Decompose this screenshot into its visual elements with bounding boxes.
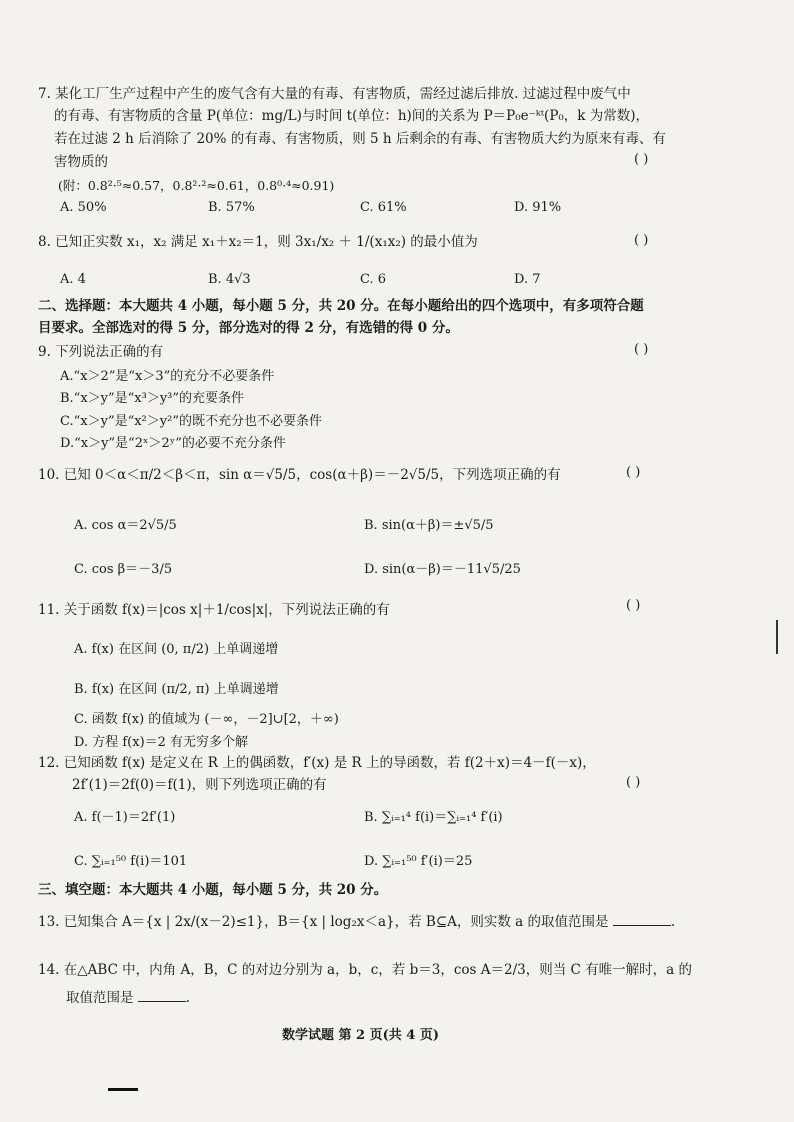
- q10-text: 10. 已知 0＜α＜π/2＜β＜π，sin α＝√5/5，cos(α＋β)＝－2√5/5，下列选项正确的有: [38, 467, 561, 483]
- q8-answer-paren: ( ): [634, 233, 649, 248]
- q8-option-d: D. 7: [514, 272, 541, 287]
- q10-option-c: C. cos β＝－3/5: [74, 562, 173, 577]
- q7-note: (附：0.8²·⁵≈0.57，0.8²·²≈0.61，0.8⁰·⁴≈0.91): [58, 178, 335, 193]
- q7-option-d: D. 91%: [514, 200, 562, 215]
- q9-answer-paren: ( ): [634, 342, 649, 357]
- q10-option-b: B. sin(α＋β)＝±√5/5: [364, 518, 494, 533]
- q11-option-c: C. 函数 f(x) 的值域为 (－∞，－2]∪[2，＋∞): [74, 712, 339, 727]
- q14-line2-wrap: [66, 988, 190, 1008]
- q7-line4: 害物质的: [54, 154, 108, 170]
- q14-answer-blank[interactable]: [138, 989, 186, 1002]
- q9-option-b: B.“x＞y”是“x³＞y³”的充要条件: [60, 391, 245, 406]
- q12-option-b: B. ∑ᵢ₌₁⁴ f(i)＝∑ᵢ₌₁⁴ f′(i): [364, 810, 503, 825]
- q9-option-a: A.“x＞2”是“x＞3”的充分不必要条件: [60, 369, 275, 384]
- q13-question: 13. 已知集合 A＝{x | 2x/(x－2)≤1}，B＝{x | log₂x＜a}，若 B⊆A，则实数 a 的取值范围是: [38, 914, 609, 930]
- q7-answer-paren: ( ): [634, 152, 649, 167]
- q9-text: 9. 下列说法正确的有: [38, 344, 164, 360]
- q7-option-c: C. 61%: [360, 200, 407, 215]
- q13-text: [38, 912, 675, 932]
- q12-line1: 12. 已知函数 f(x) 是定义在 R 上的偶函数，f′(x) 是 R 上的导函数，若 f(2＋x)＝4－f(－x)，: [38, 755, 596, 771]
- q8-option-b: B. 4√3: [208, 272, 251, 287]
- q10-answer-paren: ( ): [626, 465, 641, 480]
- q12-option-c: C. ∑ᵢ₌₁⁵⁰ f(i)＝101: [74, 854, 188, 869]
- q14-end: .: [185, 990, 191, 1006]
- q13-answer-blank[interactable]: [613, 913, 671, 926]
- q11-option-a: A. f(x) 在区间 (0, π/2) 上单调递增: [74, 642, 279, 657]
- q11-option-d: D. 方程 f(x)＝2 有无穷多个解: [74, 735, 249, 750]
- q8-option-c: C. 6: [360, 272, 387, 287]
- q11-text: 11. 关于函数 f(x)＝|cos x|＋1/cos|x|，下列说法正确的有: [38, 602, 390, 618]
- q8-option-a: A. 4: [60, 272, 86, 287]
- q9-option-d: D.“x＞y”是“2ˣ＞2ʸ”的必要不充分条件: [60, 436, 286, 451]
- section3-heading: 三、填空题：本大题共 4 小题，每小题 5 分，共 20 分。: [38, 882, 388, 898]
- q12-option-a: A. f(－1)＝2f′(1): [74, 810, 176, 825]
- q12-option-d: D. ∑ᵢ₌₁⁵⁰ f′(i)＝25: [364, 854, 473, 869]
- section2-heading-line1: 二、选择题：本大题共 4 小题，每小题 5 分，共 20 分。在每小题给出的四个选项中，有多项符合题: [38, 298, 644, 314]
- section2-heading-line2: 目要求。全部选对的得 5 分，部分选对的得 2 分，有选错的得 0 分。: [38, 320, 459, 336]
- q14-line2: 取值范围是: [66, 990, 134, 1006]
- q11-answer-paren: ( ): [626, 598, 641, 613]
- q7-line2: 的有毒、有害物质的含量 P(单位：mg/L)与时间 t(单位：h)间的关系为 P＝P₀e⁻ᵏᵗ(P₀，k 为常数)，: [54, 108, 650, 124]
- q13-end: .: [670, 914, 676, 930]
- q8-text: 8. 已知正实数 x₁，x₂ 满足 x₁＋x₂＝1，则 3x₁/x₂ ＋ 1/(x₁x₂) 的最小值为: [38, 234, 478, 250]
- margin-mark: [776, 620, 778, 654]
- q12-line2: 2f′(1)＝2f(0)＝f(1)，则下列选项正确的有: [72, 777, 327, 793]
- q10-option-d: D. sin(α－β)＝－11√5/25: [364, 562, 521, 577]
- page-footer: 数学试题 第 2 页(共 4 页): [282, 1028, 440, 1043]
- q12-answer-paren: ( ): [626, 775, 641, 790]
- q7-option-b: B. 57%: [208, 200, 255, 215]
- q14-line1: 14. 在△ABC 中，内角 A，B，C 的对边分别为 a，b，c，若 b＝3，cos A＝2/3，则当 C 有唯一解时，a 的: [38, 962, 692, 978]
- q10-option-a: A. cos α＝2√5/5: [74, 518, 177, 533]
- q11-option-b: B. f(x) 在区间 (π/2, π) 上单调递增: [74, 682, 279, 697]
- q9-option-c: C.“x＞y”是“x²＞y²”的既不充分也不必要条件: [60, 414, 322, 429]
- q7-option-a: A. 50%: [60, 200, 107, 215]
- q7-line3: 若在过滤 2 h 后消除了 20% 的有毒、有害物质，则 5 h 后剩余的有毒、有害物质大约为原来有毒、有: [54, 131, 666, 147]
- scan-mark: [108, 1088, 138, 1091]
- q7-line1: 7. 某化工厂生产过程中产生的废气含有大量的有毒、有害物质，需经过滤后排放. 过滤过程中废气中: [38, 86, 631, 102]
